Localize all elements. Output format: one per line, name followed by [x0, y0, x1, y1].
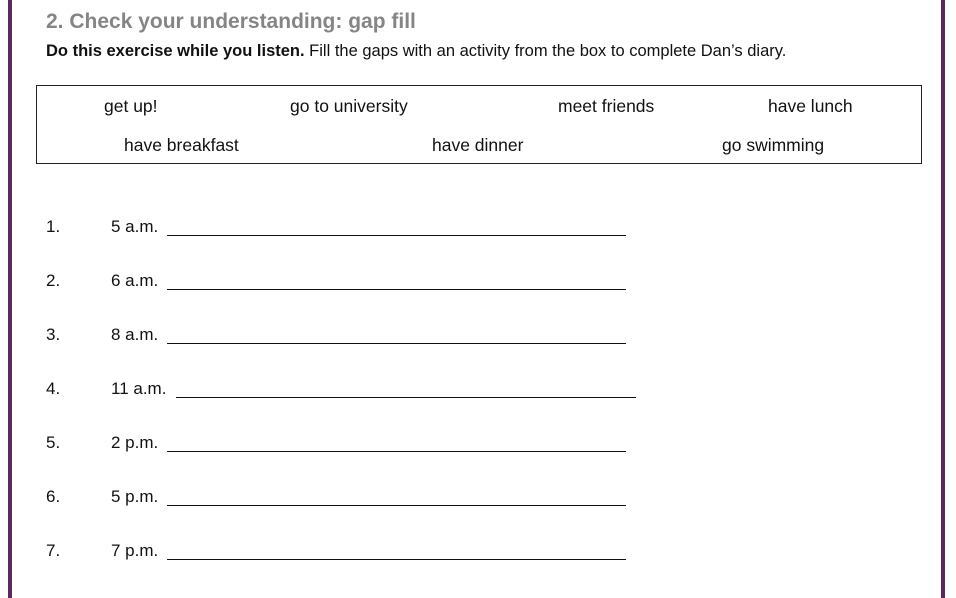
instruction-bold: Do this exercise while you listen.	[46, 42, 305, 60]
word-meet-friends: meet friends	[558, 96, 655, 116]
word-get-up: get up!	[104, 96, 158, 116]
answer-gap[interactable]	[167, 343, 626, 344]
item-number: 4.	[46, 379, 61, 398]
item-time: 7 p.m.	[111, 541, 159, 560]
diary-row	[0, 433, 956, 457]
word-go-swimming: go swimming	[722, 135, 825, 155]
diary-row	[0, 487, 956, 511]
diary-row	[0, 541, 956, 565]
item-time: 5 a.m.	[111, 217, 159, 236]
answer-gap[interactable]	[167, 505, 626, 506]
word-have-lunch: have lunch	[768, 96, 853, 116]
diary-row	[0, 379, 956, 403]
diary-row	[0, 217, 956, 241]
word-have-breakfast: have breakfast	[124, 135, 239, 155]
diary-row	[0, 325, 956, 349]
item-time: 2 p.m.	[111, 433, 159, 452]
item-number: 2.	[46, 271, 61, 290]
item-number: 5.	[46, 433, 61, 452]
word-go-to-university: go to university	[290, 96, 408, 116]
item-time: 8 a.m.	[111, 325, 159, 344]
answer-gap[interactable]	[167, 235, 626, 236]
exercise-instruction	[46, 42, 786, 61]
item-time: 5 p.m.	[111, 487, 159, 506]
word-box	[36, 85, 922, 164]
item-number: 3.	[46, 325, 61, 344]
exercise-title: 2. Check your understanding: gap fill	[46, 10, 416, 33]
item-time: 6 a.m.	[111, 271, 159, 290]
word-have-dinner: have dinner	[432, 135, 524, 155]
answer-gap[interactable]	[167, 451, 626, 452]
answer-gap[interactable]	[167, 289, 626, 290]
diary-row	[0, 271, 956, 295]
item-time: 11 a.m.	[111, 379, 167, 398]
item-number: 6.	[46, 487, 61, 506]
answer-gap[interactable]	[176, 397, 636, 398]
item-number: 7.	[46, 541, 61, 560]
instruction-text: Fill the gaps with an activity from the box to complete Dan’s diary.	[304, 42, 787, 60]
item-number: 1.	[46, 217, 61, 236]
answer-gap[interactable]	[167, 559, 626, 560]
